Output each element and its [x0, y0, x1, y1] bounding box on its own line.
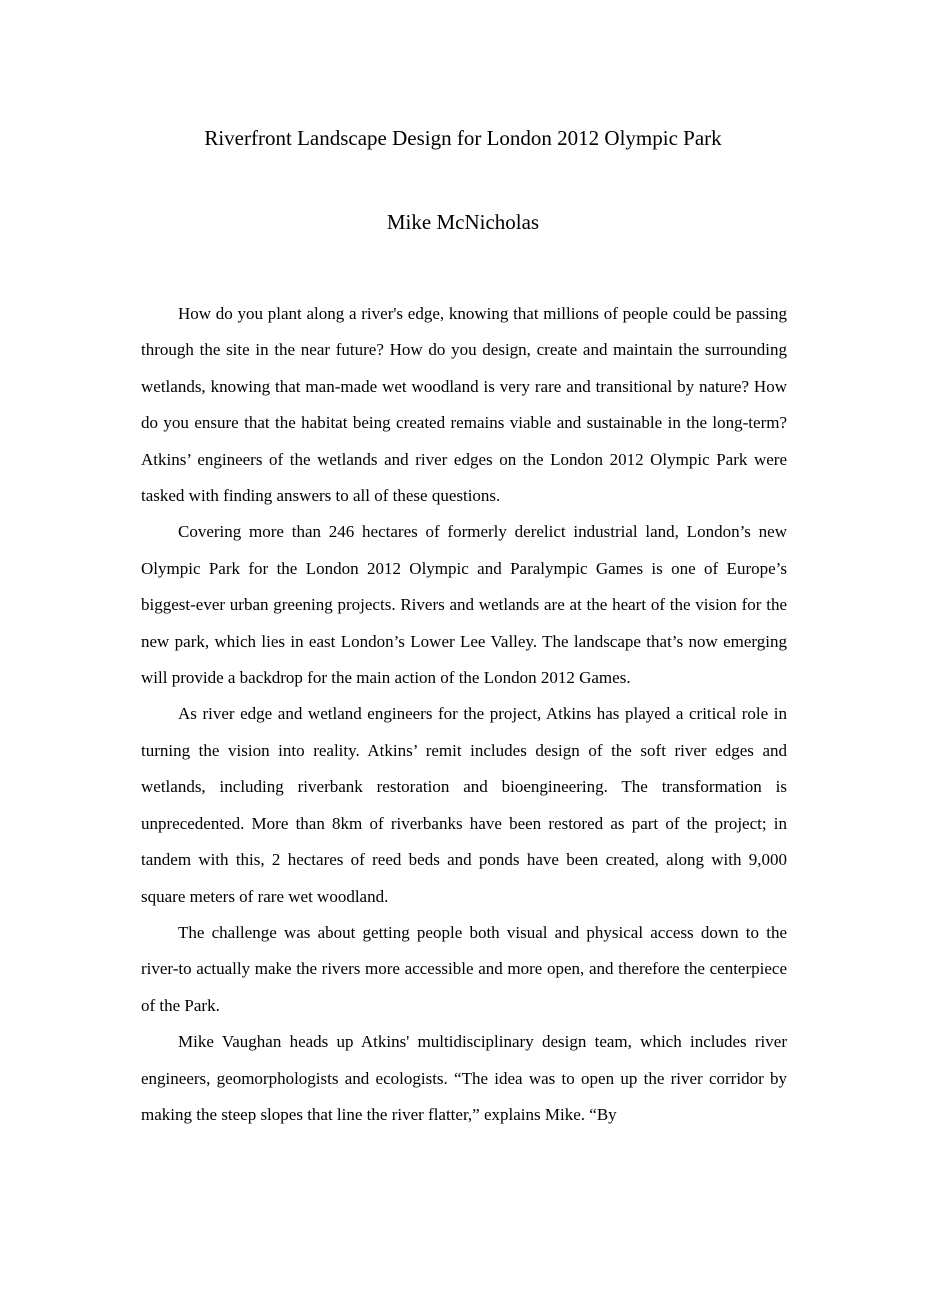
body-paragraph: The challenge was about getting people both visual and physical access down to the river-to actually make the rivers more accessible and more open, and therefore the centerpiece of the Park.: [141, 922, 787, 1015]
body-paragraph: Mike Vaughan heads up Atkins' multidisciplinary design team, which includes river engineers, geomorphologists and ecologists. “The idea was to open up the river corridor by making the steep slopes that line the river flatter,” explains Mike. “By: [141, 1032, 787, 1124]
body-paragraph: How do you plant along a river's edge, knowing that millions of people could be passing through the site in the near future? How do you design, create and maintain the surrounding wetlands, knowing that man-made wet woodland is very rare and transitional by nature? How do you ensure that the habitat being created remains viable and sustainable in the long-term? Atkins’ engineers of the wetlands and river edges on the London 2012 Olympic Park were tasked with finding answers to all of these questions.: [141, 304, 787, 506]
document-body: [141, 296, 787, 1133]
document-title: Riverfront Landscape Design for London 2012 Olympic Park: [204, 126, 722, 150]
body-paragraph: As river edge and wetland engineers for the project, Atkins has played a critical role in turning the vision into reality. Atkins’ remit includes design of the soft river edges and wetlands, including riverbank restoration and bioengineering. The transformation is unprecedented. More than 8km of riverbanks have been restored as part of the project; in tandem with this, 2 hectares of reed beds and ponds have been created, along with 9,000 square meters of rare wet woodland.: [141, 704, 787, 906]
body-paragraph: Covering more than 246 hectares of formerly derelict industrial land, London’s new Olympic Park for the London 2012 Olympic and Paralympic Games is one of Europe’s biggest-ever urban greening projects. Rivers and wetlands are at the heart of the vision for the new park, which lies in east London’s Lower Lee Valley. The landscape that’s now emerging will provide a backdrop for the main action of the London 2012 Games.: [141, 522, 787, 688]
document-author: Mike McNicholas: [386, 210, 540, 234]
